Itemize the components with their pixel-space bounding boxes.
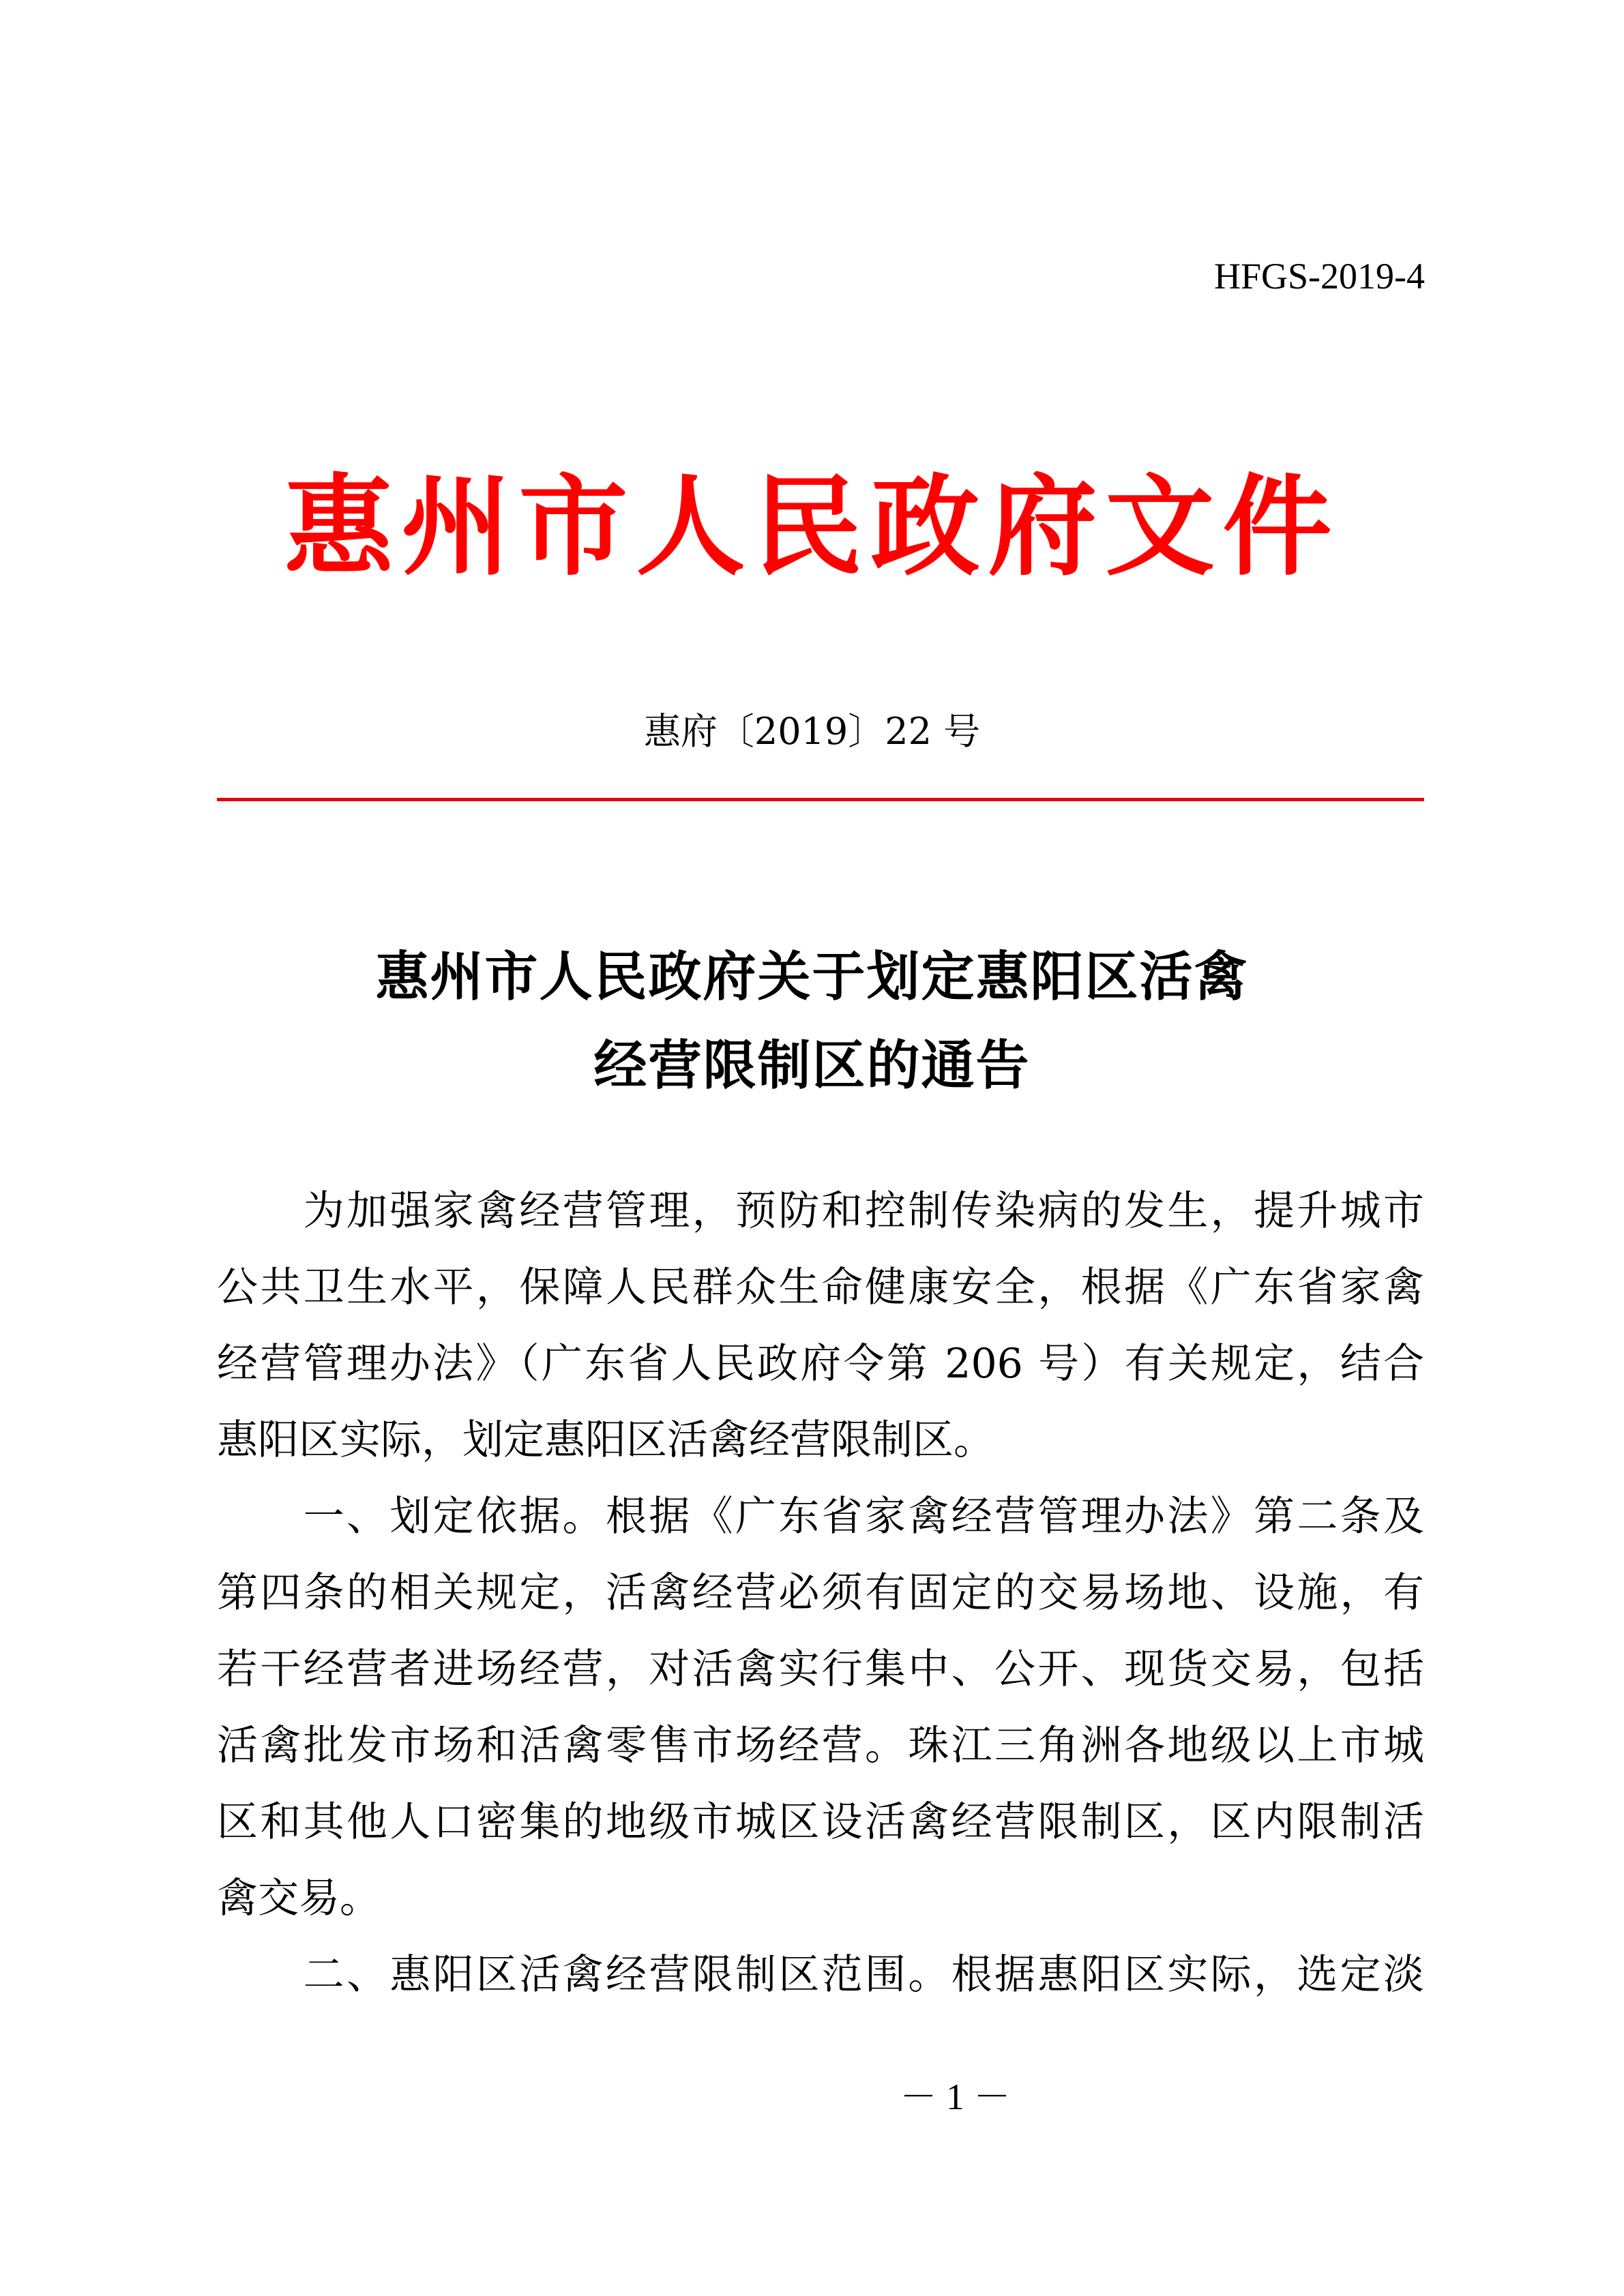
notice-title: [0, 933, 1624, 1110]
issuing-authority-header: 惠州市人民政府文件: [284, 462, 1340, 591]
body-line: 活禽批发市场和活禽零售市场经营。珠江三角洲各地级以上市城: [217, 1722, 1424, 1770]
page-number: － 1 －: [900, 2076, 1011, 2117]
body-line: 公共卫生水平，保障人民群众生命健康安全，根据《广东省家禽: [217, 1264, 1424, 1311]
document-number: 惠府〔2019〕22 号: [643, 710, 981, 753]
body-line: 禽交易。: [217, 1875, 381, 1922]
body-line: 若干经营者进场经营，对活禽实行集中、公开、现货交易，包括: [217, 1645, 1424, 1693]
body-line: 惠阳区实际，划定惠阳区活禽经营限制区。: [217, 1416, 994, 1464]
body-line: 第四条的相关规定，活禽经营必须有固定的交易场地、设施，有: [217, 1569, 1424, 1617]
body-line: 为加强家禽经营管理，预防和控制传染病的发生，提升城市: [217, 1187, 1424, 1235]
body-line: 经营管理办法》（广东省人民政府令第 206 号）有关规定，结合: [217, 1340, 1424, 1388]
body-line: 二、惠阳区活禽经营限制区范围。根据惠阳区实际，选定淡: [217, 1951, 1424, 1999]
body-line: 区和其他人口密集的地级市城区设活禽经营限制区，区内限制活: [217, 1798, 1424, 1846]
body-line: 一、划定依据。根据《广东省家禽经营管理办法》第二条及: [217, 1493, 1424, 1540]
red-separator-rule: [217, 798, 1424, 801]
notice-title-line: 经营限制区的通告: [593, 1035, 1031, 1097]
notice-title-line: 惠州市人民政府关于划定惠阳区活禽: [375, 946, 1249, 1008]
document-code: HFGS-2019-4: [1213, 256, 1425, 297]
notice-body: [217, 1173, 1424, 2013]
